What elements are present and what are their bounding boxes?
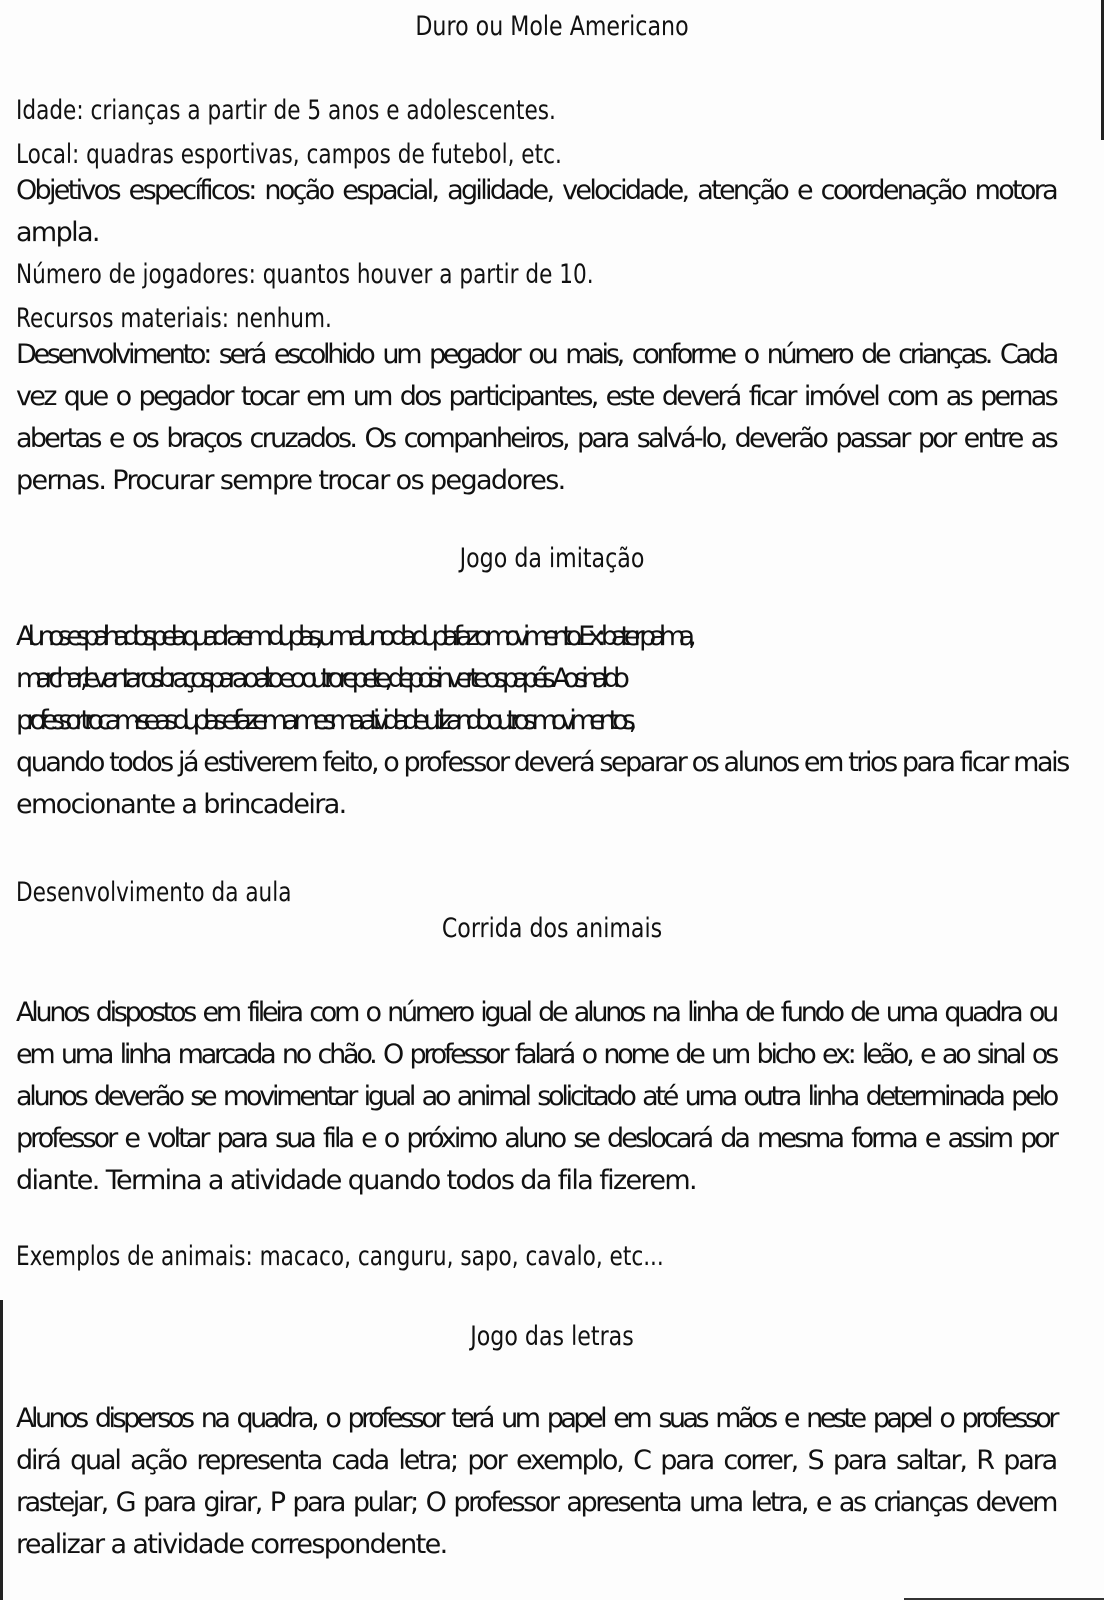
objetivos-paragraph bbox=[16, 170, 1056, 254]
corrida-line-4: professor e voltar para sua fila e o próximo aluno se deslocará da mesma forma e assim por bbox=[16, 1123, 1056, 1154]
desenvolvimento-aula-heading: Desenvolvimento da aula bbox=[16, 877, 292, 908]
corrida-paragraph bbox=[16, 992, 1056, 1202]
objetivos-line-2: ampla. bbox=[16, 217, 99, 248]
letras-line-4: realizar a atividade correspondente. bbox=[16, 1529, 447, 1560]
local-line: Local: quadras esportivas, campos de futebol, etc. bbox=[16, 139, 562, 170]
letras-line-3: rastejar, G para girar, P para pular; O professor apresenta uma letra, e as crianças devem bbox=[16, 1487, 1056, 1518]
imitacao-line-3: professor trocam-se as duplas e fazem a mesma atividade utilizando outros movimentos, bbox=[16, 705, 631, 736]
title-jogo-letras: Jogo das letras bbox=[470, 1321, 634, 1352]
exemplos-animais-line: Exemplos de animais: macaco, canguru, sapo, cavalo, etc... bbox=[16, 1241, 664, 1272]
imitacao-line-2: marchar, levantar os braços para o alto e o outro repete, depois inverte os papéis. Ao sinal do bbox=[16, 663, 623, 694]
imitacao-paragraph bbox=[16, 616, 1068, 826]
desenvolvimento-line-3: abertas e os braços cruzados. Os companheiros, para salvá-lo, deverão passar por entre as bbox=[16, 423, 1056, 454]
corrida-line-5: diante. Termina a atividade quando todos da fila fizerem. bbox=[16, 1165, 697, 1196]
letras-paragraph bbox=[16, 1398, 1056, 1566]
recursos-line: Recursos materiais: nenhum. bbox=[16, 303, 332, 334]
desenvolvimento-line-4: pernas. Procurar sempre trocar os pegadores. bbox=[16, 465, 565, 496]
desenvolvimento-line-2: vez que o pegador tocar em um dos participantes, este deverá ficar imóvel com as pernas bbox=[16, 381, 1056, 412]
desenvolvimento-paragraph bbox=[16, 334, 1056, 502]
imitacao-line-5: emocionante a brincadeira. bbox=[16, 789, 346, 820]
desenvolvimento-line-1: Desenvolvimento: será escolhido um pegador ou mais, conforme o número de crianças. Cada bbox=[16, 339, 1056, 370]
letras-line-2: dirá qual ação representa cada letra; por exemplo, C para correr, S para saltar, R para bbox=[16, 1445, 1056, 1476]
imitacao-line-4: quando todos já estiverem feito, o professor deverá separar os alunos em trios para ficar mais bbox=[16, 747, 1068, 778]
title-corrida-animais: Corrida dos animais bbox=[441, 913, 663, 944]
title-jogo-imitacao: Jogo da imitação bbox=[459, 543, 645, 574]
numero-line: Número de jogadores: quantos houver a partir de 10. bbox=[16, 259, 594, 290]
title-duro-ou-mole: Duro ou Mole Americano bbox=[415, 11, 689, 42]
idade-line: Idade: crianças a partir de 5 anos e adolescentes. bbox=[16, 95, 556, 126]
corrida-line-1: Alunos dispostos em fileira com o número igual de alunos na linha de fundo de uma quadra ou bbox=[16, 997, 1056, 1028]
corrida-line-3: alunos deverão se movimentar igual ao animal solicitado até uma outra linha determinada pelo bbox=[16, 1081, 1056, 1112]
letras-line-1: Alunos dispersos na quadra, o professor terá um papel em suas mãos e neste papel o professor bbox=[16, 1403, 1056, 1434]
corrida-line-2: em uma linha marcada no chão. O professor falará o nome de um bicho ex: leão, e ao sinal os bbox=[16, 1039, 1056, 1070]
imitacao-line-1: Alunos espalhados pela quadra em duplas, um aluno da dupla faz o movimento. Ex: bater palma, bbox=[16, 621, 690, 652]
scan-edge-left bbox=[0, 1300, 3, 1600]
objetivos-line-1: Objetivos específicos: noção espacial, agilidade, velocidade, atenção e coordenação motora bbox=[16, 175, 1056, 206]
